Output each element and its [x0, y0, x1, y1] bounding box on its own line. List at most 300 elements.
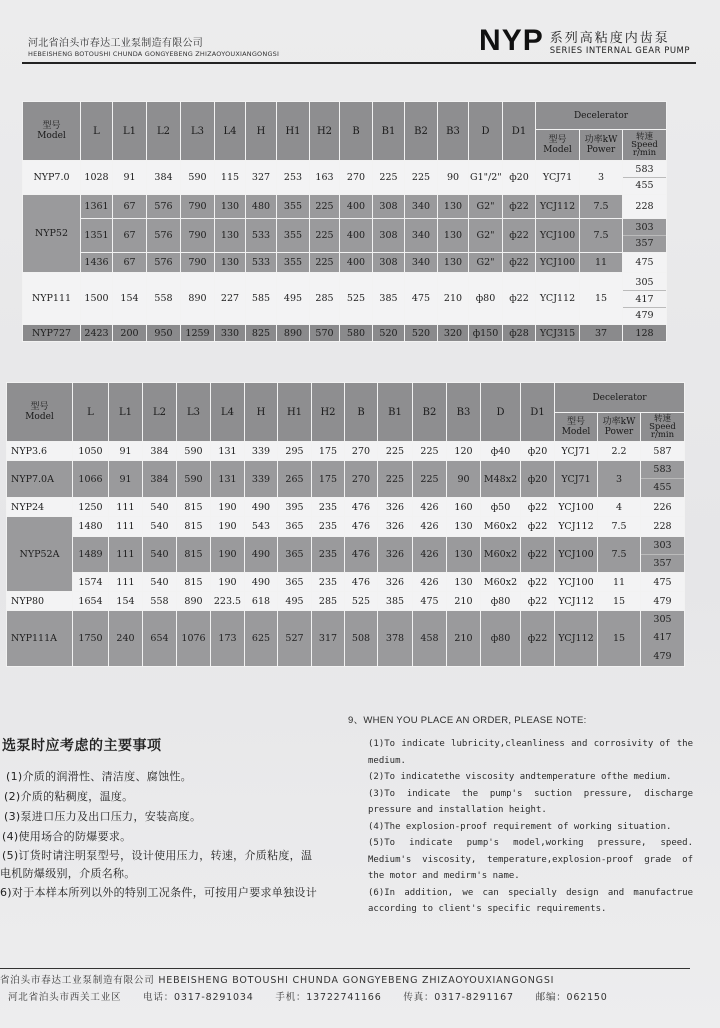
cell: 339 [245, 442, 278, 461]
table-row [7, 537, 685, 573]
table-row [7, 573, 685, 592]
cell: G2" [469, 219, 503, 253]
cell: 790 [181, 219, 215, 253]
cell: 426 [413, 537, 447, 573]
cell: 654 [143, 611, 177, 667]
header-col: L1 [113, 102, 147, 161]
table-row [7, 517, 685, 537]
speed-cell: 475 [641, 573, 685, 592]
cell: 355 [277, 253, 310, 273]
cell: ф22 [521, 537, 555, 573]
notes-cn [0, 735, 345, 903]
cell: 2423 [81, 325, 113, 342]
cell: 1574 [73, 573, 109, 592]
header-model: 型号 Model [23, 102, 81, 161]
cell: 190 [211, 573, 245, 592]
cell: 1250 [73, 498, 109, 517]
cell: 580 [340, 325, 373, 342]
table-row [23, 325, 667, 342]
cell: G2" [469, 253, 503, 273]
cell: 3 [580, 161, 623, 195]
cell: 225 [373, 161, 405, 195]
cell: 340 [405, 195, 438, 219]
footer-fax: 传真：0317-8291167 [403, 992, 514, 1003]
cell: 190 [211, 537, 245, 573]
cell: 426 [413, 517, 447, 537]
cell: 890 [181, 273, 215, 325]
cell: M60x2 [481, 537, 521, 573]
cell: 90 [447, 461, 481, 498]
header-col: H2 [312, 383, 345, 442]
cell: YCJ100 [555, 573, 598, 592]
footer-contact [0, 989, 626, 1003]
cell: 7.5 [580, 195, 623, 219]
cell: 476 [345, 537, 378, 573]
cell: 326 [378, 573, 413, 592]
header-col: D1 [503, 102, 536, 161]
cell: 395 [278, 498, 312, 517]
cell: 1480 [73, 517, 109, 537]
table-row [23, 161, 667, 195]
cell: 225 [310, 253, 340, 273]
cell: 495 [278, 592, 312, 611]
cell: 225 [378, 442, 413, 461]
cell: 67 [113, 219, 147, 253]
cell: 225 [413, 442, 447, 461]
speed-cell: 128 [623, 325, 667, 342]
cell: 285 [310, 273, 340, 325]
cell: 476 [345, 573, 378, 592]
cell: 235 [312, 498, 345, 517]
cell: 384 [143, 461, 177, 498]
cell: 385 [373, 273, 405, 325]
cell: 225 [405, 161, 438, 195]
cell: 130 [215, 253, 246, 273]
model-cell: NYP52A [7, 517, 73, 592]
cell: 618 [245, 592, 278, 611]
header-col: L4 [215, 102, 246, 161]
table-row [23, 253, 667, 273]
note-item: (6)In addition, we can specially design and manufactrue according to client's specific requirements. [368, 887, 693, 914]
cell: 475 [405, 273, 438, 325]
cell: 317 [312, 611, 345, 667]
cell: 527 [278, 611, 312, 667]
cell: ф22 [521, 573, 555, 592]
cell: 225 [310, 195, 340, 219]
cell: 570 [310, 325, 340, 342]
speed-cell: 303 357 [641, 537, 685, 573]
cell: YCJ71 [555, 442, 598, 461]
footer-postcode: 邮编：062150 [535, 992, 608, 1003]
cell: 525 [345, 592, 378, 611]
cell: ф20 [503, 161, 536, 195]
header-col: H [245, 383, 278, 442]
cell: 265 [278, 461, 312, 498]
speed-cell: 305 417 479 [623, 273, 667, 325]
cell: YCJ100 [536, 253, 580, 273]
cell: 131 [211, 461, 245, 498]
speed-cell: 583 455 [623, 161, 667, 195]
cell: 1361 [81, 195, 113, 219]
cell: 815 [177, 517, 211, 537]
cell: 285 [312, 592, 345, 611]
cell: 91 [109, 442, 143, 461]
cell: ф50 [481, 498, 521, 517]
header-dec-model: 型号 Model [555, 413, 598, 442]
note-item: (3)To indicate the pump's suction pressure, discharge pressure and installation height. [368, 788, 693, 815]
model-cell: NYP727 [23, 325, 81, 342]
header-col: L [81, 102, 113, 161]
cell: 365 [278, 537, 312, 573]
cell: 490 [245, 498, 278, 517]
footer-address: 河北省泊头市西关工业区 [8, 992, 122, 1003]
cell: 3 [598, 461, 641, 498]
cell: 426 [413, 573, 447, 592]
series-title-cn: 系列高粘度内齿泵 [549, 31, 670, 46]
cell: 590 [177, 442, 211, 461]
header-col: H1 [277, 102, 310, 161]
cell: 790 [181, 195, 215, 219]
header-dec-model: 型号 Model [536, 130, 580, 161]
cell: 533 [246, 253, 277, 273]
cell: 130 [438, 195, 469, 219]
cell: 308 [373, 195, 405, 219]
cell: G1"/2" [469, 161, 503, 195]
cell: 308 [373, 219, 405, 253]
cell: 1028 [81, 161, 113, 195]
header-col: D [481, 383, 521, 442]
cell: 120 [447, 442, 481, 461]
header-dec-speed: 转速 Speed r/min [641, 413, 685, 442]
cell: 890 [177, 592, 211, 611]
cell: 130 [447, 517, 481, 537]
cell: 495 [277, 273, 310, 325]
cell: YCJ100 [555, 537, 598, 573]
note-item: (3)泵进口压力及出口压力，安装高度。 [4, 810, 202, 823]
cell: 130 [215, 195, 246, 219]
company-name-en: HEBEISHENG BOTOUSHI CHUNDA GONGYEBENG ZHIZAOYOUXIANGONGSI [28, 50, 280, 58]
cell: 475 [413, 592, 447, 611]
header-col: B3 [438, 102, 469, 161]
cell: 175 [312, 442, 345, 461]
cell: 11 [580, 253, 623, 273]
cell: YCJ112 [555, 592, 598, 611]
cell: 131 [211, 442, 245, 461]
note-item: (4)使用场合的防爆要求。 [2, 830, 132, 843]
note-item: (1)介质的润滑性、清洁度、腐蚀性。 [6, 770, 192, 783]
cell: 15 [598, 611, 641, 667]
cell: 130 [215, 219, 246, 253]
cell: 326 [378, 498, 413, 517]
cell: 210 [447, 611, 481, 667]
model-cell: NYP52 [23, 195, 81, 273]
cell: 225 [310, 219, 340, 253]
speed-cell: 228 [641, 517, 685, 537]
header-col: H2 [310, 102, 340, 161]
cell: 1076 [177, 611, 211, 667]
cell: M60x2 [481, 573, 521, 592]
cell: 576 [147, 195, 181, 219]
cell: 490 [245, 537, 278, 573]
footer-mobile: 手机：13722741166 [275, 992, 382, 1003]
speed-cell: 305 417 479 [641, 611, 685, 667]
cell: 91 [109, 461, 143, 498]
speed-cell: 587 [641, 442, 685, 461]
cell: 210 [438, 273, 469, 325]
cell: 790 [181, 253, 215, 273]
cell: YCJ112 [555, 611, 598, 667]
cell: 270 [340, 161, 373, 195]
notes-en [348, 712, 693, 918]
header-col: D [469, 102, 503, 161]
cell: M48x2 [481, 461, 521, 498]
cell: 558 [147, 273, 181, 325]
cell: ф80 [481, 592, 521, 611]
table-row [7, 442, 685, 461]
cell: 7.5 [598, 517, 641, 537]
header-col: H1 [278, 383, 312, 442]
table-row [7, 498, 685, 517]
cell: 200 [113, 325, 147, 342]
cell: 240 [109, 611, 143, 667]
cell: 384 [143, 442, 177, 461]
header-dec-power: 功率kW Power [580, 130, 623, 161]
cell: 400 [340, 195, 373, 219]
cell: 270 [345, 461, 378, 498]
cell: 163 [310, 161, 340, 195]
cell: 130 [447, 537, 481, 573]
company-name-cn: 河北省泊头市春达工业泵制造有限公司 [28, 38, 204, 49]
cell: 400 [340, 253, 373, 273]
cell: 115 [215, 161, 246, 195]
cell: 4 [598, 498, 641, 517]
table-row [23, 273, 667, 325]
series-code: NYP [479, 24, 544, 57]
cell: 111 [109, 517, 143, 537]
cell: YCJ71 [555, 461, 598, 498]
cell: 270 [345, 442, 378, 461]
cell: 37 [580, 325, 623, 342]
footer [0, 972, 626, 1003]
cell: 540 [143, 498, 177, 517]
speed-cell: 475 [623, 253, 667, 273]
note-item: (5)订货时请注明泵型号，设计使用压力，转速，介质粘度，温 [2, 849, 313, 862]
cell: 235 [312, 517, 345, 537]
cell: 15 [598, 592, 641, 611]
cell: 1750 [73, 611, 109, 667]
cell: 320 [438, 325, 469, 342]
footer-company: 省泊头市春达工业泵制造有限公司 HEBEISHENG BOTOUSHI CHUNDA GONGYEBENG ZHIZAOYOUXIANGONGSI [0, 975, 555, 986]
cell: 385 [378, 592, 413, 611]
cell: ф20 [521, 461, 555, 498]
cell: YCJ315 [536, 325, 580, 342]
model-cell: NYP111A [7, 611, 73, 667]
cell: ф20 [521, 442, 555, 461]
cell: 111 [109, 537, 143, 573]
cell: 154 [109, 592, 143, 611]
cell: 326 [378, 517, 413, 537]
cell: YCJ100 [555, 498, 598, 517]
cell: 130 [438, 253, 469, 273]
cell: 1654 [73, 592, 109, 611]
company-header [28, 34, 279, 58]
cell: 476 [345, 498, 378, 517]
note-item: (5)To indicate pump's model,working pressure, speed. Medium's viscosity, temperature,explosion-proof grade of the motor and medirm's name. [368, 838, 693, 881]
cell: 190 [211, 517, 245, 537]
cell: 225 [378, 461, 413, 498]
note-item: 电机防爆级别，介质名称。 [0, 867, 136, 880]
cell: 490 [245, 573, 278, 592]
cell: 225 [413, 461, 447, 498]
cell: G2" [469, 195, 503, 219]
cell: 625 [245, 611, 278, 667]
cell: 173 [211, 611, 245, 667]
spec-table-2 [6, 382, 685, 667]
spec-table-1 [22, 101, 667, 342]
model-cell: NYP7.0A [7, 461, 73, 498]
cell: ф22 [503, 273, 536, 325]
notes-en-title: 9、WHEN YOU PLACE AN ORDER, PLEASE NOTE: [348, 715, 587, 726]
cell: 1351 [81, 219, 113, 253]
cell: 90 [438, 161, 469, 195]
cell: 520 [373, 325, 405, 342]
header-col: L4 [211, 383, 245, 442]
cell: ф80 [481, 611, 521, 667]
cell: 576 [147, 219, 181, 253]
header-col: H [246, 102, 277, 161]
series-title [479, 26, 690, 56]
cell: 355 [277, 219, 310, 253]
table-row [7, 592, 685, 611]
cell: 67 [113, 253, 147, 273]
cell: ф22 [521, 498, 555, 517]
cell: 400 [340, 219, 373, 253]
cell: YCJ112 [555, 517, 598, 537]
cell: 308 [373, 253, 405, 273]
cell: 15 [580, 273, 623, 325]
header-col: B [345, 383, 378, 442]
cell: 11 [598, 573, 641, 592]
header-dec-power: 功率kW Power [598, 413, 641, 442]
cell: ф22 [503, 219, 536, 253]
cell: 339 [245, 461, 278, 498]
table-row [7, 461, 685, 498]
cell: 585 [246, 273, 277, 325]
cell: 340 [405, 253, 438, 273]
cell: ф28 [503, 325, 536, 342]
cell: 825 [246, 325, 277, 342]
cell: 223.5 [211, 592, 245, 611]
note-item: (2)介质的粘稠度，温度。 [4, 790, 134, 803]
speed-cell: 303 357 [623, 219, 667, 253]
header-col: L1 [109, 383, 143, 442]
table-row [23, 219, 667, 253]
cell: 253 [277, 161, 310, 195]
header-col: L3 [181, 102, 215, 161]
cell: 480 [246, 195, 277, 219]
cell: 815 [177, 573, 211, 592]
cell: 67 [113, 195, 147, 219]
cell: 175 [312, 461, 345, 498]
cell: 91 [113, 161, 147, 195]
header-col: L3 [177, 383, 211, 442]
cell: 576 [147, 253, 181, 273]
cell: 330 [215, 325, 246, 342]
cell: 458 [413, 611, 447, 667]
header-decelerator: Decelerator [536, 102, 667, 130]
cell: 210 [447, 592, 481, 611]
cell: 154 [113, 273, 147, 325]
note-item: 6)对于本样本所列以外的特别工况条件，可按用户要求单独设计 [0, 886, 317, 899]
cell: 130 [447, 573, 481, 592]
cell: 365 [278, 573, 312, 592]
cell: ф150 [469, 325, 503, 342]
cell: 1500 [81, 273, 113, 325]
cell: 235 [312, 537, 345, 573]
header-col: L [73, 383, 109, 442]
model-cell: NYP3.6 [7, 442, 73, 461]
cell: 7.5 [580, 219, 623, 253]
cell: YCJ100 [536, 219, 580, 253]
cell: 525 [340, 273, 373, 325]
footer-divider [0, 968, 690, 969]
note-item: (2)To indicatethe viscosity andtemperature ofthe medium. [368, 772, 672, 782]
cell: 340 [405, 219, 438, 253]
speed-cell: 479 [641, 592, 685, 611]
cell: 326 [378, 537, 413, 573]
cell: 7.5 [598, 537, 641, 573]
cell: ф80 [469, 273, 503, 325]
cell: 590 [181, 161, 215, 195]
header-col: B [340, 102, 373, 161]
cell: 227 [215, 273, 246, 325]
cell: 540 [143, 537, 177, 573]
header-col: L2 [143, 383, 177, 442]
cell: 235 [312, 573, 345, 592]
cell: 365 [278, 517, 312, 537]
header-col: B2 [405, 102, 438, 161]
note-item: (4)The explosion-proof requirement of working situation. [368, 821, 672, 832]
cell: 543 [245, 517, 278, 537]
header-decelerator: Decelerator [555, 383, 685, 413]
cell: 355 [277, 195, 310, 219]
cell: 384 [147, 161, 181, 195]
model-cell: NYP24 [7, 498, 73, 517]
cell: YCJ112 [536, 195, 580, 219]
header-dec-speed: 转速 Speed r/min [623, 130, 667, 161]
speed-cell: 583 455 [641, 461, 685, 498]
cell: 533 [246, 219, 277, 253]
cell: 815 [177, 537, 211, 573]
cell: 1066 [73, 461, 109, 498]
cell: 590 [177, 461, 211, 498]
cell: ф22 [503, 195, 536, 219]
cell: ф22 [521, 611, 555, 667]
header-col: B2 [413, 383, 447, 442]
cell: 508 [345, 611, 378, 667]
cell: 2.2 [598, 442, 641, 461]
cell: 540 [143, 573, 177, 592]
note-item: (1)To indicate lubricity,cleanliness and corrosivity of the medium. [368, 739, 693, 766]
header-col: D1 [521, 383, 555, 442]
cell: 426 [413, 498, 447, 517]
header-col: B1 [373, 102, 405, 161]
header-model: 型号 Model [7, 383, 73, 442]
model-cell: NYP111 [23, 273, 81, 325]
cell: 327 [246, 161, 277, 195]
model-cell: NYP7.0 [23, 161, 81, 195]
header-col: B3 [447, 383, 481, 442]
